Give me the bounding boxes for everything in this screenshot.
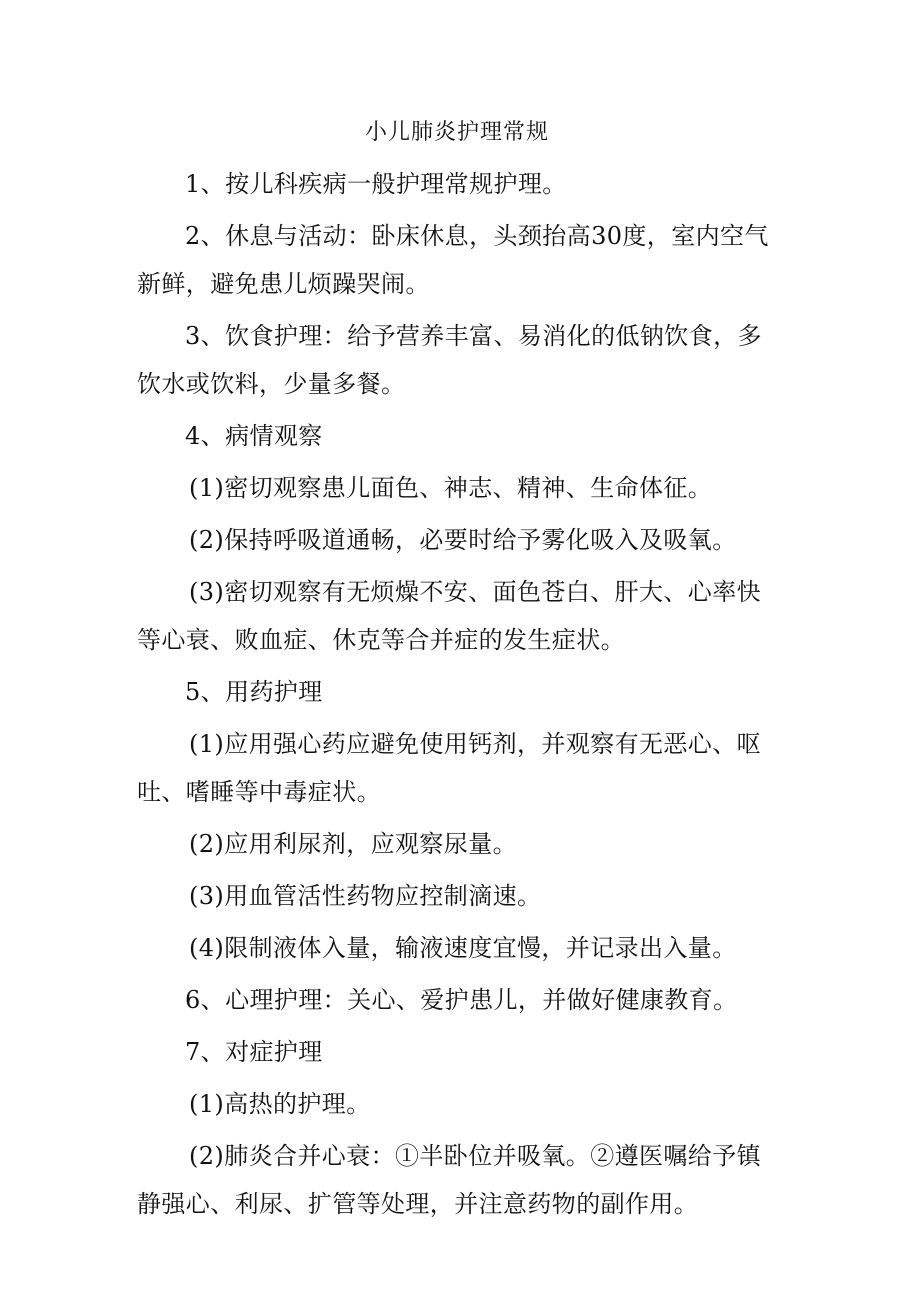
item-7-2: (2)肺炎合并心衰：①半卧位并吸氧。②遵医嘱给予镇静强心、利尿、扩管等处理，并注意药物的副作用。 [137, 1142, 761, 1218]
item-4-2: (2)保持呼吸道通畅，必要时给予雾化吸入及吸氧。 [189, 526, 737, 554]
item-5-medication-heading: 5、用药护理 [185, 678, 323, 706]
item-4-1: (1)密切观察患儿面色、神志、精神、生命体征。 [189, 474, 713, 502]
item-6-psychological-care: 6、心理护理：关心、爱护患儿，并做好健康教育。 [185, 986, 738, 1014]
document-title: 小儿肺炎护理常规 [364, 120, 549, 145]
item-2-rest-activity: 2、休息与活动：卧床休息，头颈抬高30度，室内空气新鲜，避免患儿烦躁哭闹。 [137, 222, 769, 298]
item-5-1: (1)应用强心药应避免使用钙剂，并观察有无恶心、呕吐、嗜睡等中毒症状。 [137, 730, 761, 806]
item-5-4: (4)限制液体入量，输液速度宜慢，并记录出入量。 [189, 934, 737, 962]
item-4-3: (3)密切观察有无烦燥不安、面色苍白、肝大、心率快等心衰、败血症、休克等合并症的发生症状。 [137, 578, 761, 654]
document-body [137, 113, 777, 1232]
item-3-diet-care: 3、饮食护理：给予营养丰富、易消化的低钠饮食，多饮水或饮料，少量多餐。 [137, 322, 762, 398]
item-5-3: (3)用血管活性药物应控制滴速。 [189, 882, 542, 910]
item-1-general-care: 1、按儿科疾病一般护理常规护理。 [185, 170, 567, 198]
item-7-1: (1)高热的护理。 [189, 1090, 371, 1118]
item-7-symptomatic-heading: 7、对症护理 [185, 1038, 323, 1066]
item-4-observation-heading: 4、病情观察 [185, 422, 323, 450]
item-5-2: (2)应用利尿剂，应观察尿量。 [189, 830, 517, 858]
